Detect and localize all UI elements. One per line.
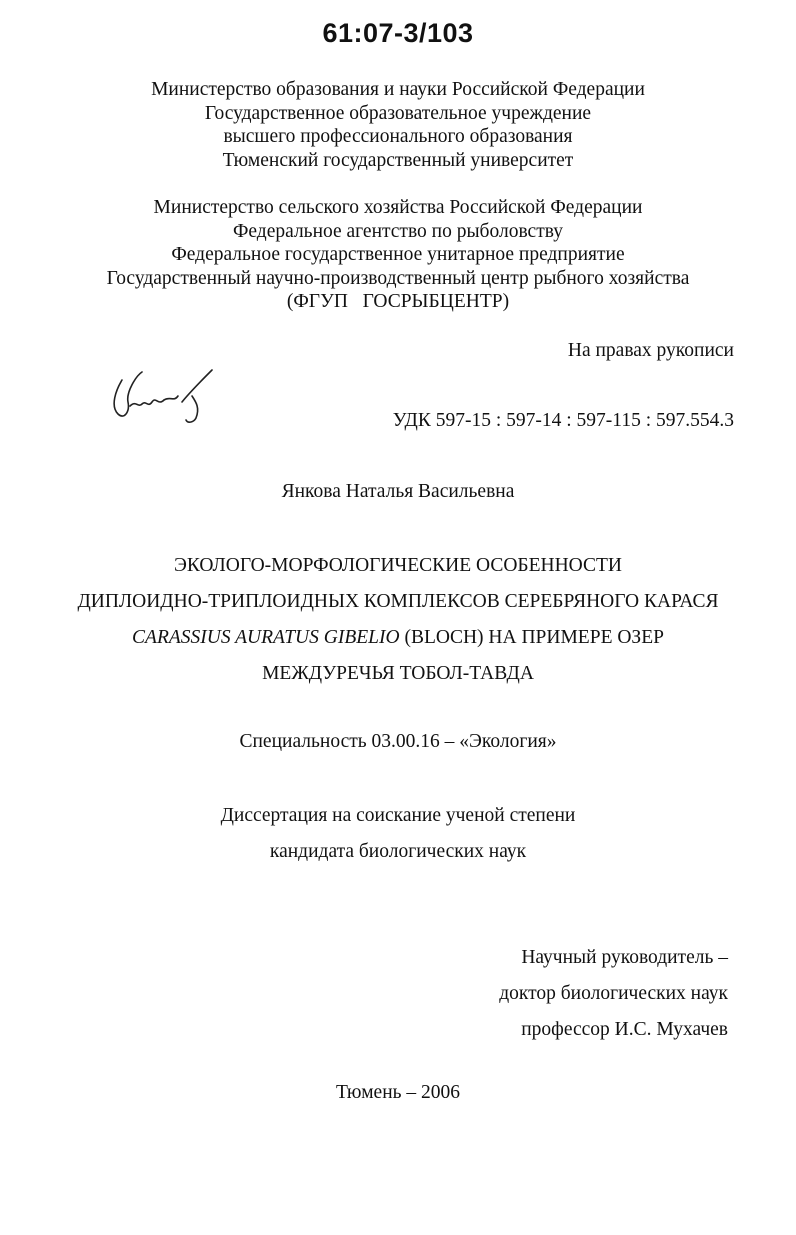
organization-block-ministry-education xyxy=(0,78,796,172)
udk-classification: УДК 597-15 : 597-14 : 597-115 : 597.554.3 xyxy=(392,410,734,431)
author-name: Янкова Наталья Васильевна xyxy=(281,481,515,502)
degree-line: кандидата биологических наук xyxy=(269,841,527,862)
org-line: Министерство образования и науки Российской Федерации xyxy=(151,79,645,100)
org-line: Федеральное агентство по рыболовству xyxy=(232,220,564,242)
title-line xyxy=(0,620,796,656)
degree-line: Диссертация на соискание ученой степени xyxy=(220,805,576,826)
degree-statement xyxy=(0,798,796,870)
catalog-code: 61:07-3/103 xyxy=(322,18,474,48)
org-line: Министерство сельского хозяйства Российской Федерации xyxy=(153,197,643,218)
city-year: Тюмень – 2006 xyxy=(335,1082,461,1103)
advisor-line: профессор И.С. Мухачев xyxy=(521,1019,728,1040)
org-line: Государственное образовательное учреждение xyxy=(204,102,592,124)
title-line: МЕЖДУРЕЧЬЯ ТОБОЛ-ТАВДА xyxy=(262,663,534,684)
title-line: ЭКОЛОГО-МОРФОЛОГИЧЕСКИЕ ОСОБЕННОСТИ xyxy=(174,555,622,576)
specialty: Специальность 03.00.16 – «Экология» xyxy=(239,731,557,752)
signature-image xyxy=(108,362,228,432)
dissertation-title xyxy=(0,548,796,692)
advisor-line: доктор биологических наук xyxy=(499,983,728,1004)
title-line: ДИПЛОИДНО-ТРИПЛОИДНЫХ КОМПЛЕКСОВ СЕРЕБРЯНОГО КАРАСЯ xyxy=(77,591,719,612)
manuscript-rights-note: На правах рукописи xyxy=(567,340,734,361)
org-line: Федеральное государственное унитарное предприятие xyxy=(171,244,625,265)
org-line: (ФГУП ГОСРЫБЦЕНТР) xyxy=(286,291,510,312)
advisor-line: Научный руководитель – xyxy=(521,947,728,968)
org-line: высшего профессионального образования xyxy=(223,126,573,147)
species-name: CARASSIUS AURATUS GIBELIO xyxy=(132,627,400,648)
title-line-rest: (BLOCH) НА ПРИМЕРЕ ОЗЕР xyxy=(399,627,664,648)
organization-block-ministry-agriculture xyxy=(0,196,796,314)
scientific-advisor xyxy=(499,940,728,1048)
org-line: Тюменский государственный университет xyxy=(222,149,574,171)
org-line: Государственный научно-производственный центр рыбного хозяйства xyxy=(106,267,690,289)
